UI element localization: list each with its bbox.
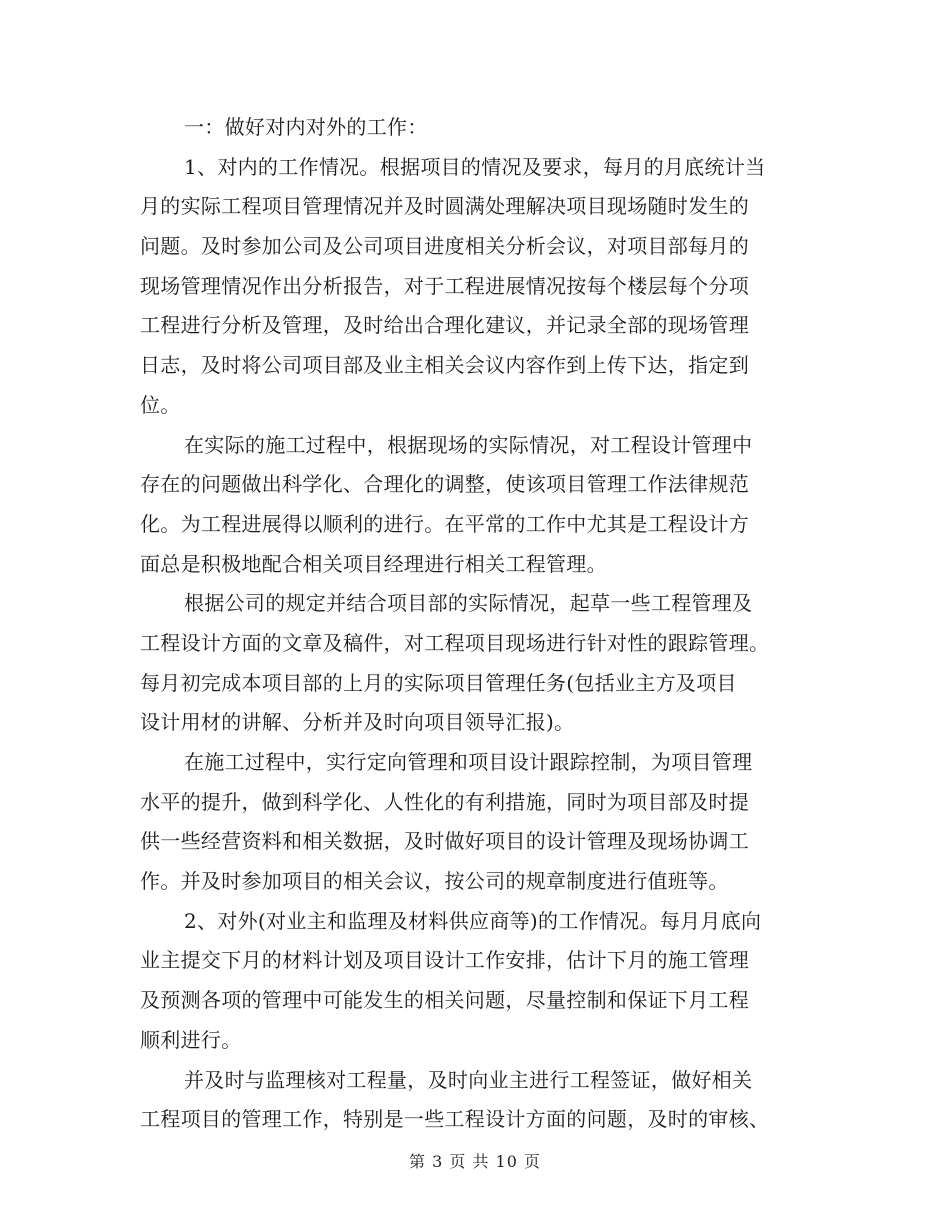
text-line: 工程项目的管理工作，特别是一些工程设计方面的问题，及时的审核、 (140, 1107, 770, 1132)
text-line: 位。 (140, 392, 181, 417)
text-line: 顺利进行。 (140, 1027, 242, 1052)
text-line: 工程进行分析及管理，及时给出合理化建议，并记录全部的现场管理 (140, 313, 749, 338)
text-line: 化。为工程进展得以顺利的进行。在平常的工作中尤其是工程设计方 (140, 511, 749, 536)
text-line: 现场管理情况作出分析报告，对于工程进展情况按每个楼层每个分项 (140, 273, 749, 298)
text-line: 日志，及时将公司项目部及业主相关会议内容作到上传下达，指定到 (140, 353, 749, 378)
text-line: 设计用材的讲解、分析并及时向项目领导汇报)。 (140, 710, 575, 735)
text-line: 并及时与监理核对工程量，及时向业主进行工程签证，做好相关 (184, 1067, 753, 1092)
text-line: 月的实际工程项目管理情况并及时圆满处理解决项目现场随时发生的 (140, 194, 749, 219)
text-line: 根据公司的规定并结合项目部的实际情况，起草一些工程管理及 (184, 591, 753, 616)
text-line: 存在的问题做出科学化、合理化的调整，使该项目管理工作法律规范 (140, 472, 749, 497)
text-line: 及预测各项的管理中可能发生的相关问题，尽量控制和保证下月工程 (140, 988, 749, 1013)
text-line: 1、对内的工作情况。根据项目的情况及要求，每月的月底统计当 (184, 154, 766, 179)
text-line: 面总是积极地配合相关项目经理进行相关工程管理。 (140, 551, 607, 576)
text-line: 每月初完成本项目部的上月的实际项目管理任务(包括业主方及项目 (140, 670, 737, 695)
text-line: 水平的提升，做到科学化、人性化的有利措施，同时为项目部及时提 (140, 789, 749, 814)
text-line: 问题。及时参加公司及公司项目进度相关分析会议，对项目部每月的 (140, 234, 749, 259)
page-footer: 第 3 页 共 10 页 (409, 1152, 541, 1171)
text-line: 一：做好对内对外的工作： (184, 115, 428, 139)
text-line: 在实际的施工过程中，根据现场的实际情况，对工程设计管理中 (184, 432, 753, 457)
text-line: 在施工过程中，实行定向管理和项目设计跟踪控制，为项目管理 (184, 750, 753, 774)
text-line: 业主提交下月的材料计划及项目设计工作安排，估计下月的施工管理 (140, 948, 749, 973)
text-line: 作。并及时参加项目的相关会议，按公司的规章制度进行值班等。 (140, 869, 729, 894)
document-body (140, 108, 800, 1140)
text-line: 工程设计方面的文章及稿件，对工程项目现场进行针对性的跟踪管理。 (140, 630, 770, 655)
text-line: 2、对外(对业主和监理及材料供应商等)的工作情况。每月月底向 (184, 908, 762, 933)
text-line: 供一些经营资料和相关数据，及时做好项目的设计管理及现场协调工 (140, 829, 749, 854)
